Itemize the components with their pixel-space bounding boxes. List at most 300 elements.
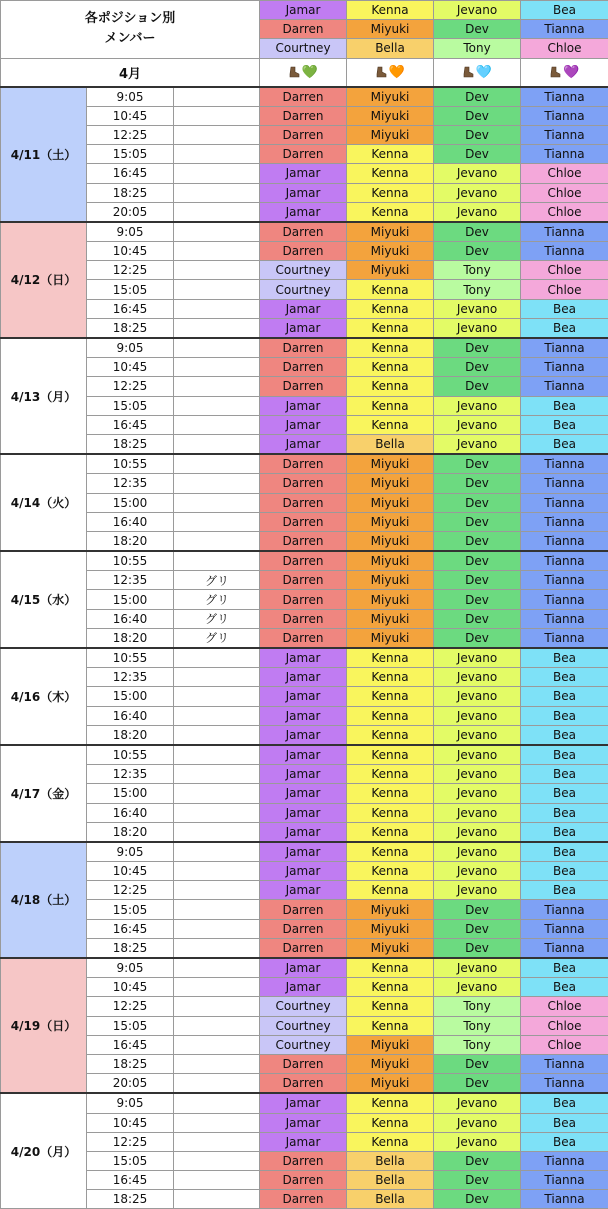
time-cell: 12:35 — [87, 474, 174, 493]
member-cell: Darren — [260, 493, 347, 512]
member-cell: Kenna — [347, 145, 434, 164]
member-cell: Chloe — [521, 1035, 608, 1054]
member-cell: Jevano — [434, 687, 521, 706]
table-row — [1, 862, 608, 881]
member-cell: Dev — [434, 1074, 521, 1094]
time-cell: 18:25 — [87, 318, 174, 338]
member-cell: Miyuki — [347, 493, 434, 512]
member-cell: Darren — [260, 919, 347, 938]
table-row — [1, 318, 608, 338]
member-cell: Dev — [434, 454, 521, 474]
member-cell: Jamar — [260, 318, 347, 338]
table-row — [1, 668, 608, 687]
note-cell — [174, 822, 260, 842]
member-cell: Kenna — [347, 958, 434, 978]
note-cell — [174, 1093, 260, 1113]
member-cell: Bea — [521, 706, 608, 725]
member-cell: Miyuki — [347, 531, 434, 551]
time-cell: 15:00 — [87, 784, 174, 803]
table-row — [1, 571, 608, 590]
table-row — [1, 280, 608, 299]
member-cell: Jevano — [434, 299, 521, 318]
note-cell: グリ — [174, 571, 260, 590]
member-cell: Miyuki — [347, 1035, 434, 1054]
member-cell: Tianna — [521, 145, 608, 164]
table-row — [1, 842, 608, 862]
table-row — [1, 551, 608, 571]
member-cell: Kenna — [347, 164, 434, 183]
boot-purple-heart-icon: 💜 — [563, 65, 579, 80]
note-cell — [174, 784, 260, 803]
member-cell: Tianna — [521, 900, 608, 919]
member-cell: Jevano — [434, 1113, 521, 1132]
table-row — [1, 706, 608, 725]
member-cell: Darren — [260, 358, 347, 377]
time-cell: 16:40 — [87, 803, 174, 822]
time-cell: 15:00 — [87, 590, 174, 609]
time-cell: 16:45 — [87, 415, 174, 434]
table-row — [1, 493, 608, 512]
member-cell: Jevano — [434, 958, 521, 978]
note-cell — [174, 919, 260, 938]
member-cell: Bea — [521, 842, 608, 862]
header-member-cell: Jevano — [434, 1, 521, 20]
member-cell: Darren — [260, 1190, 347, 1209]
note-cell — [174, 1190, 260, 1209]
member-cell: Bella — [347, 1190, 434, 1209]
member-cell: Dev — [434, 1171, 521, 1190]
member-cell: Tianna — [521, 1190, 608, 1209]
time-cell: 9:05 — [87, 1093, 174, 1113]
member-cell: Jamar — [260, 668, 347, 687]
member-cell: Dev — [434, 338, 521, 358]
member-cell: Jevano — [434, 183, 521, 202]
member-cell: Tianna — [521, 338, 608, 358]
note-cell — [174, 531, 260, 551]
member-cell: Kenna — [347, 1113, 434, 1132]
member-cell: Dev — [434, 493, 521, 512]
header-member-cell: Bea — [521, 1, 608, 20]
note-cell — [174, 765, 260, 784]
member-cell: Jamar — [260, 1132, 347, 1151]
member-cell: Jamar — [260, 725, 347, 745]
note-cell — [174, 434, 260, 454]
time-cell: 10:45 — [87, 358, 174, 377]
member-cell: Tianna — [521, 474, 608, 493]
member-cell: Darren — [260, 377, 347, 396]
member-cell: Kenna — [347, 803, 434, 822]
table-row — [1, 454, 608, 474]
date-cell: 4/19（日） — [1, 958, 87, 1093]
note-cell — [174, 474, 260, 493]
member-cell: Kenna — [347, 648, 434, 668]
table-row — [1, 765, 608, 784]
date-cell: 4/16（木） — [1, 648, 87, 745]
header-member-cell: Jamar — [260, 1, 347, 20]
member-cell: Tony — [434, 1016, 521, 1035]
member-cell: Courtney — [260, 280, 347, 299]
time-cell: 18:25 — [87, 1054, 174, 1073]
member-cell: Tianna — [521, 551, 608, 571]
member-cell: Tianna — [521, 609, 608, 628]
time-cell: 12:25 — [87, 125, 174, 144]
table-row — [1, 997, 608, 1016]
table-row — [1, 125, 608, 144]
member-cell: Darren — [260, 474, 347, 493]
time-cell: 18:20 — [87, 628, 174, 648]
note-cell — [174, 106, 260, 125]
table-row — [1, 900, 608, 919]
member-cell: Miyuki — [347, 106, 434, 125]
note-cell — [174, 706, 260, 725]
member-cell: Bea — [521, 1132, 608, 1151]
note-cell — [174, 125, 260, 144]
member-cell: Darren — [260, 1171, 347, 1190]
member-cell: Jevano — [434, 396, 521, 415]
note-cell — [174, 164, 260, 183]
member-cell: Miyuki — [347, 628, 434, 648]
member-cell: Darren — [260, 531, 347, 551]
note-cell — [174, 222, 260, 242]
table-row — [1, 1016, 608, 1035]
member-cell: Kenna — [347, 396, 434, 415]
member-cell: Darren — [260, 1074, 347, 1094]
header-member-cell: Courtney — [260, 39, 347, 58]
member-cell: Bea — [521, 299, 608, 318]
member-cell: Darren — [260, 106, 347, 125]
note-cell — [174, 1113, 260, 1132]
member-cell: Jamar — [260, 687, 347, 706]
title-line2: メンバー — [1, 29, 259, 49]
table-row — [1, 377, 608, 396]
table-row — [1, 358, 608, 377]
member-cell: Bea — [521, 745, 608, 765]
note-cell — [174, 512, 260, 531]
member-cell: Kenna — [347, 358, 434, 377]
note-cell — [174, 454, 260, 474]
member-cell: Dev — [434, 571, 521, 590]
header-member-row — [1, 1, 608, 20]
member-cell: Darren — [260, 571, 347, 590]
member-cell: Bea — [521, 862, 608, 881]
time-cell: 12:25 — [87, 377, 174, 396]
member-cell: Kenna — [347, 822, 434, 842]
time-cell: 18:20 — [87, 822, 174, 842]
member-cell: Darren — [260, 938, 347, 958]
member-cell: Jamar — [260, 803, 347, 822]
boot-icon — [462, 66, 474, 78]
member-cell: Bea — [521, 668, 608, 687]
table-row — [1, 1054, 608, 1073]
member-cell: Tianna — [521, 358, 608, 377]
member-cell: Courtney — [260, 1035, 347, 1054]
table-row — [1, 396, 608, 415]
member-cell: Jamar — [260, 978, 347, 997]
table-row — [1, 745, 608, 765]
member-cell: Jamar — [260, 765, 347, 784]
member-cell: Jevano — [434, 745, 521, 765]
table-row — [1, 648, 608, 668]
header-member-cell: Darren — [260, 20, 347, 39]
member-cell: Bea — [521, 1093, 608, 1113]
date-cell: 4/15（水） — [1, 551, 87, 648]
table-row — [1, 1190, 608, 1209]
time-cell: 18:25 — [87, 434, 174, 454]
date-cell: 4/17（金） — [1, 745, 87, 842]
note-cell — [174, 145, 260, 164]
member-cell: Miyuki — [347, 125, 434, 144]
member-cell: Courtney — [260, 261, 347, 280]
table-row — [1, 978, 608, 997]
member-cell: Miyuki — [347, 551, 434, 571]
member-cell: Darren — [260, 1151, 347, 1170]
time-cell: 9:05 — [87, 338, 174, 358]
member-cell: Dev — [434, 551, 521, 571]
member-cell: Bea — [521, 725, 608, 745]
header-member-cell: Tony — [434, 39, 521, 58]
member-cell: Jamar — [260, 706, 347, 725]
member-cell: Dev — [434, 531, 521, 551]
member-cell: Miyuki — [347, 474, 434, 493]
note-cell — [174, 1171, 260, 1190]
note-cell — [174, 881, 260, 900]
member-cell: Jevano — [434, 706, 521, 725]
month-row — [1, 58, 608, 87]
date-cell: 4/18（土） — [1, 842, 87, 958]
time-cell: 16:40 — [87, 609, 174, 628]
table-row — [1, 242, 608, 261]
member-cell: Jevano — [434, 978, 521, 997]
member-cell: Kenna — [347, 202, 434, 222]
time-cell: 15:05 — [87, 1016, 174, 1035]
table-row — [1, 106, 608, 125]
note-cell — [174, 900, 260, 919]
member-cell: Bea — [521, 1113, 608, 1132]
member-cell: Kenna — [347, 668, 434, 687]
boot-icon — [549, 66, 561, 78]
member-cell: Kenna — [347, 318, 434, 338]
time-cell: 12:35 — [87, 571, 174, 590]
table-row — [1, 919, 608, 938]
boot-orange-heart-icon: 🧡 — [389, 65, 405, 80]
note-cell — [174, 862, 260, 881]
member-cell: Miyuki — [347, 571, 434, 590]
note-cell — [174, 745, 260, 765]
member-cell: Darren — [260, 628, 347, 648]
member-cell: Miyuki — [347, 261, 434, 280]
table-row — [1, 1113, 608, 1132]
note-cell — [174, 1054, 260, 1073]
time-cell: 18:25 — [87, 1190, 174, 1209]
table-row — [1, 531, 608, 551]
table-row — [1, 87, 608, 107]
position-icon-cell — [521, 58, 608, 87]
note-cell — [174, 242, 260, 261]
note-cell — [174, 1035, 260, 1054]
time-cell: 20:05 — [87, 1074, 174, 1094]
time-cell: 9:05 — [87, 87, 174, 107]
member-cell: Tony — [434, 1035, 521, 1054]
member-cell: Jamar — [260, 822, 347, 842]
time-cell: 16:40 — [87, 512, 174, 531]
member-cell: Jevano — [434, 668, 521, 687]
member-cell: Bea — [521, 958, 608, 978]
member-cell: Dev — [434, 1054, 521, 1073]
time-cell: 10:55 — [87, 551, 174, 571]
member-cell: Kenna — [347, 415, 434, 434]
time-cell: 16:45 — [87, 299, 174, 318]
header-member-cell: Dev — [434, 20, 521, 39]
time-cell: 10:45 — [87, 1113, 174, 1132]
member-cell: Dev — [434, 222, 521, 242]
header-member-cell: Kenna — [347, 1, 434, 20]
member-cell: Darren — [260, 551, 347, 571]
member-cell: Miyuki — [347, 87, 434, 107]
member-cell: Tianna — [521, 590, 608, 609]
member-cell: Chloe — [521, 997, 608, 1016]
table-row — [1, 822, 608, 842]
member-cell: Jevano — [434, 415, 521, 434]
member-cell: Jevano — [434, 318, 521, 338]
date-cell: 4/13（月） — [1, 338, 87, 454]
table-row — [1, 1171, 608, 1190]
time-cell: 10:45 — [87, 106, 174, 125]
member-cell: Darren — [260, 900, 347, 919]
member-cell: Bea — [521, 318, 608, 338]
member-cell: Dev — [434, 609, 521, 628]
time-cell: 16:40 — [87, 706, 174, 725]
member-cell: Kenna — [347, 1016, 434, 1035]
member-cell: Bea — [521, 434, 608, 454]
table-row — [1, 590, 608, 609]
member-cell: Miyuki — [347, 1054, 434, 1073]
member-cell: Tianna — [521, 1054, 608, 1073]
member-cell: Jamar — [260, 881, 347, 900]
member-cell: Miyuki — [347, 590, 434, 609]
member-cell: Jevano — [434, 164, 521, 183]
member-cell: Tianna — [521, 919, 608, 938]
note-cell — [174, 978, 260, 997]
note-cell: グリ — [174, 609, 260, 628]
member-cell: Jamar — [260, 745, 347, 765]
time-cell: 10:45 — [87, 862, 174, 881]
member-cell: Miyuki — [347, 454, 434, 474]
table-row — [1, 261, 608, 280]
member-cell: Miyuki — [347, 938, 434, 958]
table-row — [1, 415, 608, 434]
member-cell: Jevano — [434, 765, 521, 784]
date-cell: 4/12（日） — [1, 222, 87, 338]
time-cell: 10:45 — [87, 242, 174, 261]
member-cell: Bea — [521, 803, 608, 822]
table-row — [1, 164, 608, 183]
member-cell: Jevano — [434, 1132, 521, 1151]
time-cell: 18:20 — [87, 531, 174, 551]
time-cell: 12:35 — [87, 668, 174, 687]
member-cell: Kenna — [347, 842, 434, 862]
member-cell: Tianna — [521, 242, 608, 261]
member-cell: Jevano — [434, 725, 521, 745]
time-cell: 12:35 — [87, 765, 174, 784]
member-cell: Kenna — [347, 862, 434, 881]
member-cell: Jevano — [434, 434, 521, 454]
member-cell: Tony — [434, 997, 521, 1016]
member-cell: Jevano — [434, 784, 521, 803]
member-cell: Kenna — [347, 687, 434, 706]
member-cell: Dev — [434, 628, 521, 648]
position-icon-cell — [347, 58, 434, 87]
date-cell: 4/14（火） — [1, 454, 87, 551]
member-cell: Kenna — [347, 280, 434, 299]
table-row — [1, 881, 608, 900]
note-cell — [174, 377, 260, 396]
member-cell: Dev — [434, 1190, 521, 1209]
member-cell: Dev — [434, 87, 521, 107]
member-cell: Dev — [434, 242, 521, 261]
time-cell: 20:05 — [87, 202, 174, 222]
member-cell: Dev — [434, 106, 521, 125]
member-cell: Bea — [521, 784, 608, 803]
time-cell: 10:45 — [87, 978, 174, 997]
member-cell: Darren — [260, 87, 347, 107]
table-row — [1, 938, 608, 958]
member-cell: Darren — [260, 242, 347, 261]
member-cell: Jevano — [434, 1093, 521, 1113]
member-cell: Dev — [434, 512, 521, 531]
member-cell: Bea — [521, 687, 608, 706]
header-member-cell: Tianna — [521, 20, 608, 39]
time-cell: 10:55 — [87, 454, 174, 474]
table-row — [1, 784, 608, 803]
time-cell: 12:25 — [87, 1132, 174, 1151]
member-cell: Jamar — [260, 164, 347, 183]
member-cell: Miyuki — [347, 609, 434, 628]
member-cell: Miyuki — [347, 919, 434, 938]
member-cell: Dev — [434, 125, 521, 144]
member-cell: Jamar — [260, 396, 347, 415]
member-cell: Jamar — [260, 842, 347, 862]
time-cell: 18:20 — [87, 725, 174, 745]
member-cell: Kenna — [347, 784, 434, 803]
table-row — [1, 145, 608, 164]
member-cell: Chloe — [521, 1016, 608, 1035]
table-row — [1, 958, 608, 978]
member-cell: Chloe — [521, 280, 608, 299]
time-cell: 15:05 — [87, 1151, 174, 1170]
boot-lightblue-heart-icon: 🩵 — [476, 65, 492, 80]
time-cell: 16:45 — [87, 919, 174, 938]
member-cell: Kenna — [347, 377, 434, 396]
note-cell — [174, 280, 260, 299]
member-cell: Miyuki — [347, 242, 434, 261]
member-cell: Bea — [521, 978, 608, 997]
member-cell: Tianna — [521, 1151, 608, 1170]
note-cell — [174, 997, 260, 1016]
time-cell: 15:05 — [87, 396, 174, 415]
member-cell: Jamar — [260, 183, 347, 202]
time-cell: 12:25 — [87, 261, 174, 280]
member-cell: Jevano — [434, 842, 521, 862]
member-cell: Tianna — [521, 938, 608, 958]
member-cell: Jamar — [260, 202, 347, 222]
member-cell: Bella — [347, 1151, 434, 1170]
member-cell: Chloe — [521, 164, 608, 183]
note-cell — [174, 803, 260, 822]
time-cell: 15:05 — [87, 280, 174, 299]
member-cell: Tony — [434, 280, 521, 299]
header-member-cell: Chloe — [521, 39, 608, 58]
note-cell — [174, 261, 260, 280]
